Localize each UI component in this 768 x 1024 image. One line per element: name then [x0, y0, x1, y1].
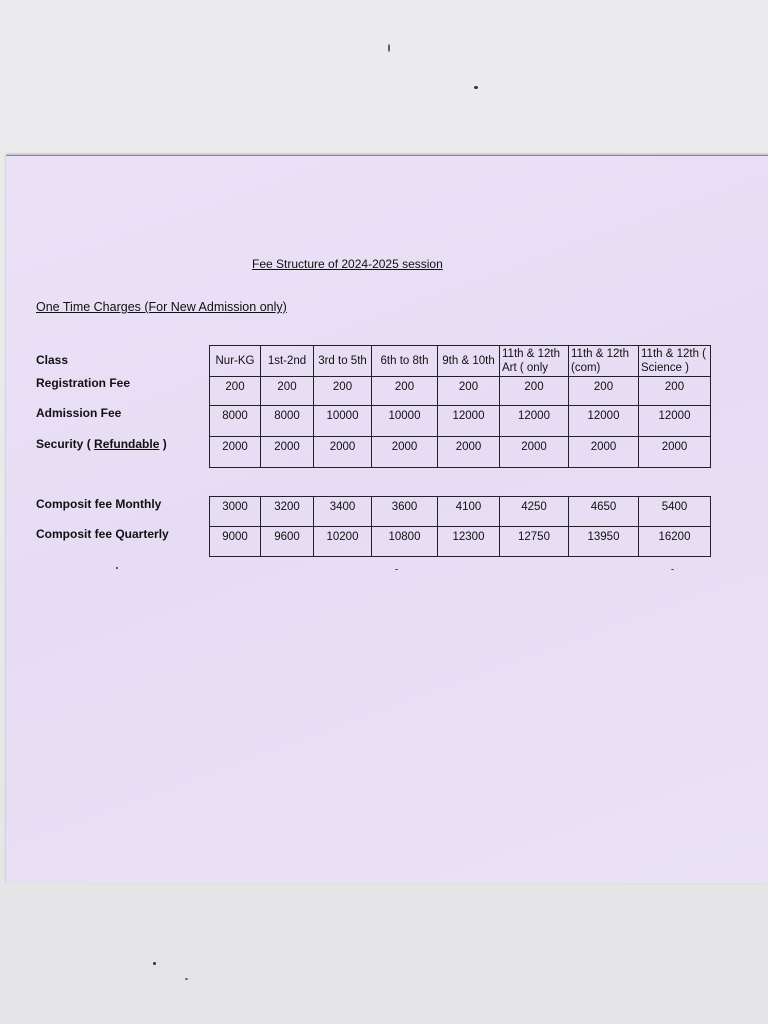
fee-cell: 12750	[500, 527, 569, 557]
security-label-refundable: Refundable	[94, 437, 160, 451]
fee-cell: 200	[210, 377, 261, 406]
fee-cell: 9000	[210, 527, 261, 557]
class-header-cell: 3rd to 5th	[314, 346, 372, 377]
fee-cell: 4250	[500, 497, 569, 527]
fee-cell: 200	[500, 377, 569, 406]
class-header-cell: 6th to 8th	[372, 346, 438, 377]
fee-cell: 200	[569, 377, 639, 406]
fee-cell: 12000	[500, 406, 569, 437]
class-header-cell: 11th & 12th (com)	[569, 346, 639, 377]
registration-fee-row	[210, 377, 711, 406]
paper-speck	[474, 86, 478, 89]
fee-cell: 2000	[639, 437, 711, 468]
fee-cell: 200	[438, 377, 500, 406]
fee-cell: 2000	[372, 437, 438, 468]
fee-cell: 10800	[372, 527, 438, 557]
paper-speck	[116, 567, 118, 569]
fee-cell: 4100	[438, 497, 500, 527]
fee-cell: 9600	[261, 527, 314, 557]
fee-cell: 2000	[210, 437, 261, 468]
composite-monthly-label: Composit fee Monthly	[36, 497, 162, 511]
fee-cell: 2000	[569, 437, 639, 468]
fee-cell: 12300	[438, 527, 500, 557]
paper-speck	[395, 569, 398, 570]
fee-cell: 8000	[210, 406, 261, 437]
admission-fee-row	[210, 406, 711, 437]
class-header-cell: 11th & 12th ( Science )	[639, 346, 711, 377]
fee-cell: 4650	[569, 497, 639, 527]
fee-cell: 200	[261, 377, 314, 406]
composite-monthly-row	[210, 497, 711, 527]
security-fee-row	[210, 437, 711, 468]
class-header-cell: 11th & 12th Art ( only	[500, 346, 569, 377]
fee-cell: 2000	[500, 437, 569, 468]
fee-cell: 12000	[569, 406, 639, 437]
composite-quarterly-row	[210, 527, 711, 557]
one-time-charges-table	[209, 345, 711, 468]
class-header-row	[210, 346, 711, 377]
fee-cell: 16200	[639, 527, 711, 557]
admission-fee-label: Admission Fee	[36, 406, 122, 420]
fee-cell: 2000	[314, 437, 372, 468]
class-header-cell: 1st-2nd	[261, 346, 314, 377]
composite-quarterly-label: Composit fee Quarterly	[36, 527, 169, 541]
fee-cell: 10200	[314, 527, 372, 557]
class-header-cell: 9th & 10th	[438, 346, 500, 377]
fee-cell: 2000	[261, 437, 314, 468]
fee-cell: 12000	[438, 406, 500, 437]
fee-cell: 8000	[261, 406, 314, 437]
fee-cell: 3600	[372, 497, 438, 527]
fee-cell: 10000	[372, 406, 438, 437]
fee-cell: 2000	[438, 437, 500, 468]
composite-fee-table	[209, 496, 711, 557]
fee-cell: 200	[639, 377, 711, 406]
security-label-suffix: )	[162, 437, 167, 451]
fee-cell: 10000	[314, 406, 372, 437]
paper-speck	[153, 962, 156, 965]
paper-speck	[671, 569, 674, 570]
fee-cell: 200	[314, 377, 372, 406]
fee-cell: 5400	[639, 497, 711, 527]
class-header-cell: Nur-KG	[210, 346, 261, 377]
fee-cell: 3200	[261, 497, 314, 527]
class-label: Class	[36, 353, 69, 367]
security-label-prefix: Security (	[36, 437, 91, 451]
registration-fee-label: Registration Fee	[36, 376, 131, 390]
fee-cell: 200	[372, 377, 438, 406]
section-subtitle: One Time Charges (For New Admission only)	[36, 300, 287, 314]
fee-cell: 12000	[639, 406, 711, 437]
fee-cell: 3000	[210, 497, 261, 527]
fee-cell: 3400	[314, 497, 372, 527]
paper-speck	[185, 978, 188, 980]
fee-cell: 13950	[569, 527, 639, 557]
security-fee-label	[36, 437, 167, 451]
paper-speck	[388, 44, 390, 52]
document-title: Fee Structure of 2024-2025 session	[252, 257, 443, 271]
